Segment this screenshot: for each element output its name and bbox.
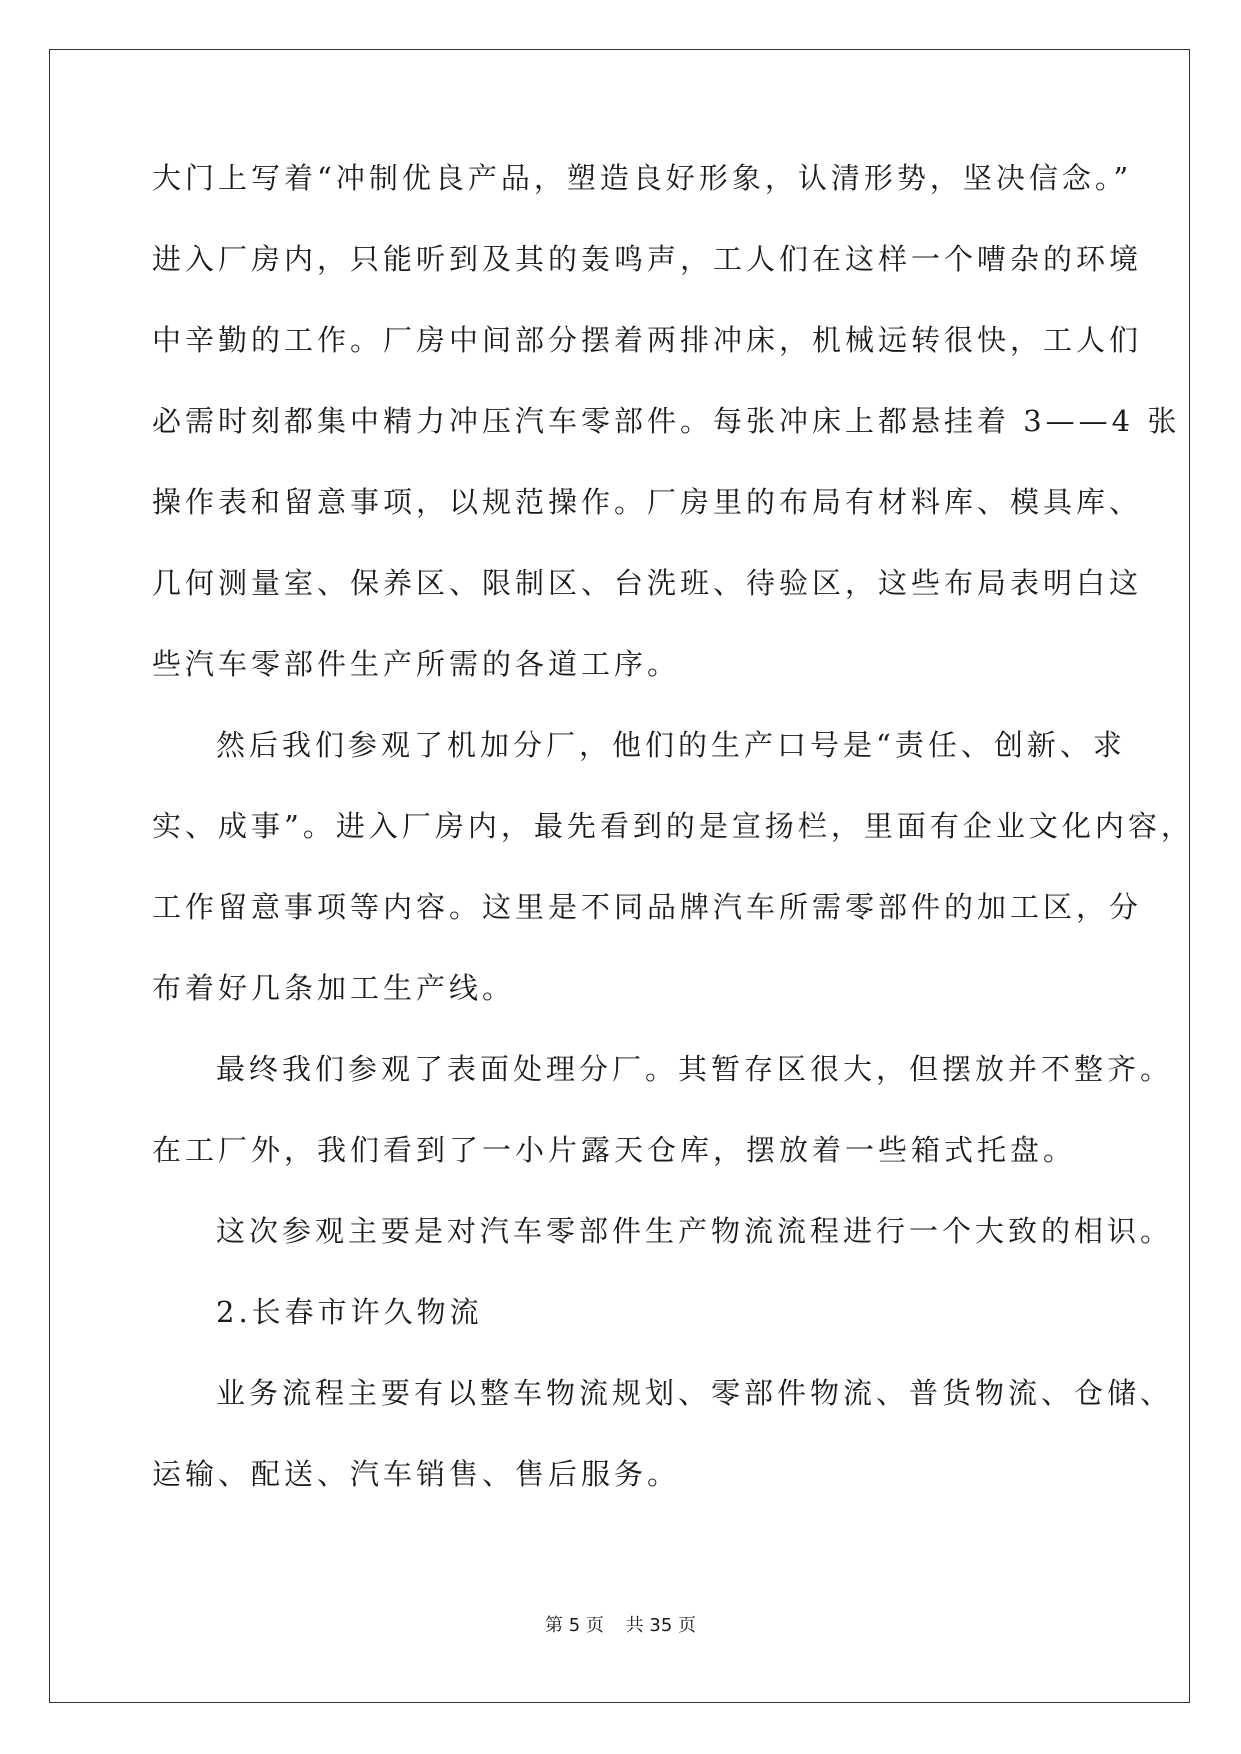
text-line: 运输、配送、汽车销售、售后服务。 <box>152 1457 681 1491</box>
text-line: 进入厂房内，只能听到及其的轰鸣声，工人们在这样一个嘈杂的环境 <box>152 242 1143 276</box>
paragraph-start: 业务流程主要有以整车物流规划、零部件物流、普货物流、仓储、 <box>216 1376 1174 1410</box>
document-body <box>152 160 1194 1537</box>
page-total: 共 35 页 <box>625 1615 696 1636</box>
text-line: 在工厂外，我们看到了一小片露天仓库，摆放着一些箱式托盘。 <box>152 1133 1077 1167</box>
text-line: 中辛勤的工作。厂房中间部分摆着两排冲床，机械远转很快，工人们 <box>152 323 1143 357</box>
text-line: 工作留意事项等内容。这里是不同品牌汽车所需零部件的加工区，分 <box>152 890 1143 924</box>
text-line: 几何测量室、保养区、限制区、台洗班、待验区，这些布局表明白这 <box>152 566 1143 600</box>
paragraph-start: 然后我们参观了机加分厂，他们的生产口号是“责任、创新、求 <box>216 728 1126 762</box>
text-line: 大门上写着“冲制优良产品，塑造良好形象，认清形势，坚决信念。” <box>152 161 1133 195</box>
text-line: 必需时刻都集中精力冲压汽车零部件。每张冲床上都悬挂着 3——4 张 <box>152 404 1181 438</box>
text-line: 操作表和留意事项，以规范操作。厂房里的布局有材料库、模具库、 <box>152 485 1143 519</box>
section-heading: 2.长春市许久物流 <box>216 1295 483 1329</box>
page-number: 第 5 页 <box>545 1615 604 1636</box>
text-line: 些汽车零部件生产所需的各道工序。 <box>152 647 681 681</box>
paragraph-start: 这次参观主要是对汽车零部件生产物流流程进行一个大致的相识。 <box>216 1214 1174 1248</box>
text-line: 布着好几条加工生产线。 <box>152 971 516 1005</box>
page-footer <box>0 1611 1241 1637</box>
text-line: 实、成事”。进入厂房内，最先看到的是宣扬栏，里面有企业文化内容， <box>152 809 1194 843</box>
paragraph-start: 最终我们参观了表面处理分厂。其暂存区很大，但摆放并不整齐。 <box>216 1052 1174 1086</box>
